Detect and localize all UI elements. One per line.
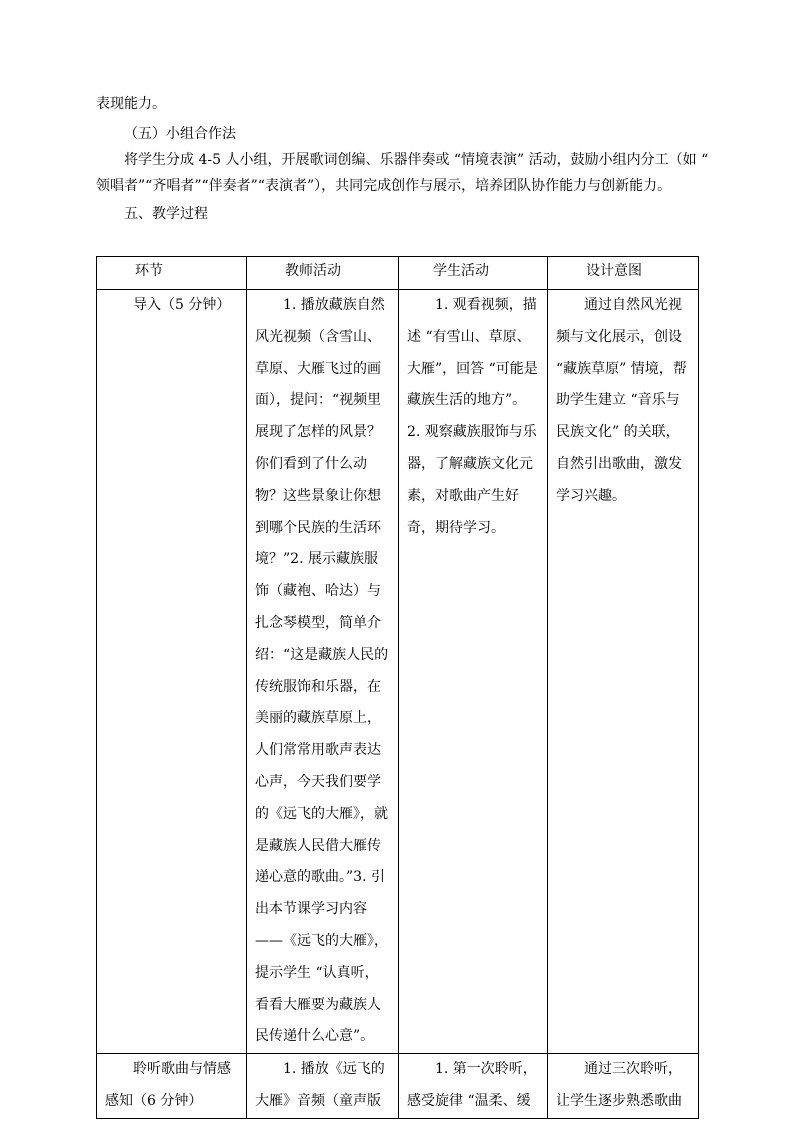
cell-teacher-activity: 1. 播放藏族自然风光视频（含雪山、草原、大雁飞过的画面），提问：“视频里展现了怎样的风景？你们看到了什么动物？这些景象让你想到哪个民族的生活环境？”2. 展示藏族服饰（藏袍、哈达）与扎念琴模型，简单介绍：“这是藏族人民的传统服饰和乐器，在美丽的藏族草原上，人们常常用歌声表达心声，今天我们要学的《远飞的大雁》，就是藏族人民借大雁传递心意的歌曲。”3. 引出本节课学习内容 ——《远飞的大雁》，提示学生 “认真听，看看大雁要为藏族人民传递什么心意”。 [255,297,389,1045]
paragraph-body-line-1: 将学生分成 4-5 人小组，开展歌词创编、乐器伴奏或 “情境表演” 活动，鼓励小组内分工（如 “ [124,152,709,168]
cell-design-intent: 通过三次聆听，让学生逐步熟悉歌曲 [556,1061,682,1109]
cell-design-intent: 通过自然风光视频与文化展示，创设 “藏族草原” 情境，帮助学生建立 “音乐与民族文化” 的关联，自然引出歌曲，激发学习兴趣。 [556,297,687,504]
table-row [97,290,699,1054]
cell-stage: 导入（5 分钟） [133,297,231,313]
table-cell [97,290,247,1054]
paragraph-continuation: 表现能力。 [96,96,166,112]
table-cell [97,1054,247,1119]
header-student-activity: 学生活动 [433,263,489,279]
header-design-intent: 设计意图 [586,263,642,279]
table-header-row [97,257,699,290]
table-row [97,1054,699,1119]
teaching-process-table [96,256,699,1119]
cell-student-activity: 1. 第一次聆听，感受旋律 “温柔、缓 [407,1061,537,1109]
table-cell [399,1054,548,1119]
header-teacher-activity: 教师活动 [285,263,341,279]
cell-stage: 聆听歌曲与情感感知（6 分钟） [105,1061,231,1109]
table-cell [399,290,548,1054]
paragraph-body-line-2: 领唱者”“齐唱者”“伴奏者”“表演者”），共同完成创作与展示，培养团队协作能力与创新能力。 [96,178,672,194]
header-stage: 环节 [135,263,163,279]
section-heading-group-cooperation: （五）小组合作法 [124,126,236,142]
cell-student-activity: 1. 观看视频，描述 “有雪山、草原、大雁”，回答 “可能是藏族生活的地方”。2. 观察藏族服饰与乐器，了解藏族文化元素，对歌曲产生好奇，期待学习。 [407,297,538,536]
table-header-cell [548,257,699,290]
table-header-cell [97,257,247,290]
table-header-cell [247,257,399,290]
table-cell [548,1054,699,1119]
table-cell [247,1054,399,1119]
table-header-cell [399,257,548,290]
cell-teacher-activity: 1. 播放《远飞的大雁》音频（童声版 [255,1061,385,1109]
table-cell [247,290,399,1054]
table-cell [548,290,699,1054]
section-heading-teaching-process: 五、教学过程 [124,206,208,222]
